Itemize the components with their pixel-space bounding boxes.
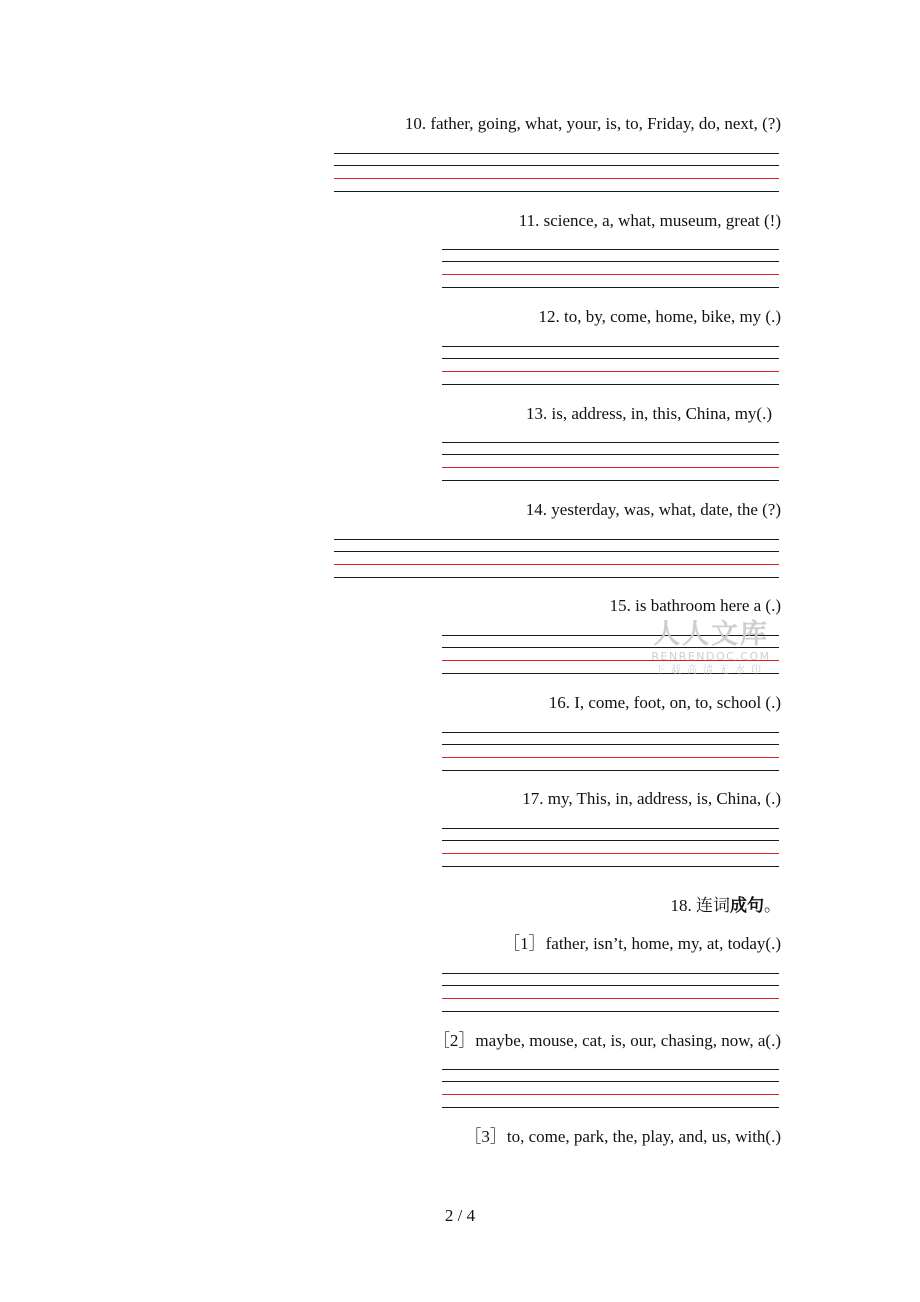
question-10: 10. father, going, what, your, is, to, Friday, do, next, (?) (404, 114, 781, 133)
answer-lines-12[interactable] (442, 346, 779, 386)
question-15: 15. is bathroom here a (.) (609, 596, 781, 615)
writing-line-red (442, 274, 779, 275)
writing-line (442, 358, 779, 359)
writing-line (334, 577, 779, 578)
writing-line-red (334, 178, 779, 179)
section-18-label: 连词 (696, 896, 730, 915)
writing-line (442, 454, 779, 455)
writing-line (442, 840, 779, 841)
watermark-tagline: 下载高清无水印 (655, 665, 767, 676)
answer-lines-11[interactable] (442, 249, 779, 289)
writing-line (442, 744, 779, 745)
question-18-3: ［3］to, come, park, the, play, and, us, with(.) (464, 1127, 781, 1146)
writing-line (442, 346, 779, 347)
answer-lines-10[interactable] (334, 153, 779, 193)
question-18-2: ［2］maybe, mouse, cat, is, our, chasing, now, a(.) (432, 1031, 781, 1050)
answer-lines-18-2[interactable] (442, 1069, 779, 1109)
writing-line (442, 866, 779, 867)
writing-line (334, 191, 779, 192)
watermark-site: RENRENDOC.COM (651, 650, 771, 663)
writing-line (442, 828, 779, 829)
section-18-label-bold: 成句 (730, 896, 764, 915)
question-13: 13. is, address, in, this, China, my(.) (525, 404, 772, 423)
answer-lines-16[interactable] (442, 732, 779, 772)
question-12: 12. to, by, come, home, bike, my (.) (538, 307, 781, 326)
answer-lines-17[interactable] (442, 828, 779, 868)
writing-line (442, 1107, 779, 1108)
writing-line (442, 384, 779, 385)
writing-line (442, 1069, 779, 1070)
writing-line-red (442, 853, 779, 854)
watermark-logo: 人人文库 (653, 619, 769, 650)
writing-line-red (334, 564, 779, 565)
answer-lines-18-1[interactable] (442, 973, 779, 1013)
writing-line (334, 539, 779, 540)
writing-line-red (442, 1094, 779, 1095)
answer-lines-13[interactable] (442, 442, 779, 482)
question-16: 16. I, come, foot, on, to, school (.) (548, 693, 781, 712)
writing-line (442, 1011, 779, 1012)
writing-line-red (442, 467, 779, 468)
section-18-label-end: 。 (764, 896, 781, 915)
watermark (646, 620, 776, 677)
writing-line-red (442, 371, 779, 372)
writing-line (442, 261, 779, 262)
writing-line (442, 249, 779, 250)
answer-lines-14[interactable] (334, 539, 779, 579)
writing-line-red (442, 757, 779, 758)
writing-line (442, 732, 779, 733)
page-number: 2 / 4 (444, 1206, 476, 1225)
section-18-number: 18. (670, 896, 696, 915)
question-17: 17. my, This, in, address, is, China, (.) (522, 789, 781, 808)
writing-line (442, 770, 779, 771)
writing-line (442, 1081, 779, 1082)
writing-line (334, 551, 779, 552)
writing-line (334, 165, 779, 166)
writing-line (334, 153, 779, 154)
writing-line (442, 442, 779, 443)
question-14: 14. yesterday, was, what, date, the (?) (525, 500, 781, 519)
writing-line (442, 973, 779, 974)
writing-line-red (442, 998, 779, 999)
writing-line (442, 287, 779, 288)
question-11: 11. science, a, what, museum, great (!) (518, 211, 781, 230)
writing-line (442, 480, 779, 481)
section-18-heading (671, 896, 782, 916)
writing-line (442, 985, 779, 986)
question-18-1: ［1］father, isn’t, home, my, at, today(.) (503, 934, 781, 953)
